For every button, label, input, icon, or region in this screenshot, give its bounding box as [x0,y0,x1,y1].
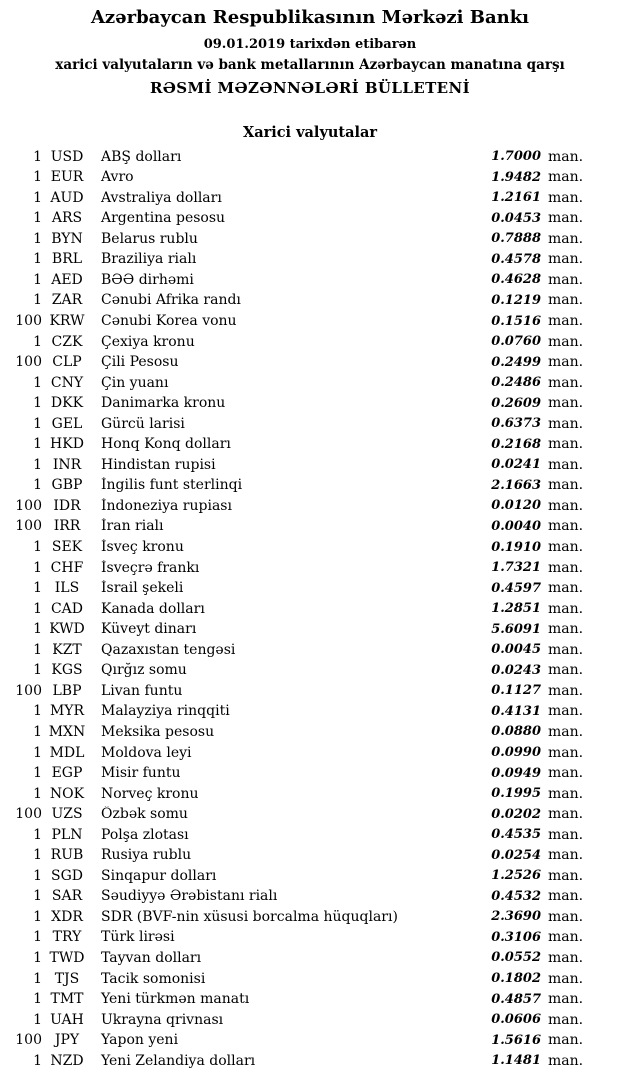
effective-date: 09.01.2019 tarixdən etibarən [203,36,417,52]
currency-rate: 0.4532 [491,888,541,904]
currency-code: CAD [50,600,84,617]
currency-row [0,866,620,887]
currency-name: Polşa zlotası [101,826,189,843]
currency-quantity: 1 [33,785,42,802]
currency-name: Braziliya rialı [101,251,197,268]
currency-code: USD [50,148,84,165]
currency-name: SDR (BVF-nin xüsusi borcalma hüquqları) [101,908,398,925]
currency-name: Avro [101,169,134,186]
currency-quantity: 100 [15,806,42,823]
unit-label: man. [548,354,584,371]
currency-row [0,989,620,1010]
currency-code: RUB [50,847,84,864]
currency-name: Çili Pesosu [101,354,179,371]
unit-label: man. [548,415,584,432]
unit-label: man. [548,148,584,165]
currency-code: TRY [52,929,82,946]
currency-rate: 1.2526 [491,868,541,884]
unit-label: man. [548,991,584,1008]
currency-row [0,393,620,414]
currency-row [0,434,620,455]
unit-label: man. [548,621,584,638]
currency-code: UAH [50,1011,84,1028]
currency-name: Hindistan rupisi [101,456,216,473]
currency-table [0,146,620,1071]
currency-rate: 0.0949 [491,765,541,781]
currency-code: LBP [52,682,82,699]
currency-quantity: 1 [33,908,42,925]
currency-name: Misir funtu [101,765,181,782]
currency-quantity: 1 [33,251,42,268]
currency-row [0,1030,620,1051]
unit-label: man. [548,806,584,823]
currency-code: DKK [50,395,84,412]
unit-label: man. [548,785,584,802]
currency-row [0,208,620,229]
currency-quantity: 1 [33,374,42,391]
currency-code: BRL [51,251,83,268]
currency-quantity: 1 [33,662,42,679]
currency-rate: 1.1481 [491,1053,541,1069]
currency-row [0,516,620,537]
currency-code: SAR [51,888,83,905]
currency-code: JPY [54,1032,80,1049]
currency-code: IDR [53,497,81,514]
unit-label: man. [548,333,584,350]
currency-rate: 5.6091 [491,621,541,637]
currency-name: Yapon yeni [101,1032,179,1049]
currency-code: TMT [50,991,84,1008]
currency-name: Rusiya rublu [101,847,192,864]
currency-name: Çexiya kronu [101,333,195,350]
currency-row [0,907,620,928]
currency-row [0,660,620,681]
currency-name: Tacik somonisi [101,970,206,987]
currency-quantity: 1 [33,765,42,782]
currency-row [0,1050,620,1071]
currency-row [0,598,620,619]
unit-label: man. [548,682,584,699]
currency-rate: 0.0606 [491,1012,541,1028]
currency-rate: 0.4131 [491,703,541,719]
currency-row [0,372,620,393]
unit-label: man. [548,641,584,658]
currency-name: Moldova leyi [101,744,192,761]
currency-row [0,311,620,332]
currency-name: Gürcü larisi [101,415,185,432]
currency-code: ARS [51,210,83,227]
unit-label: man. [548,867,584,884]
currency-quantity: 1 [33,230,42,247]
currency-code: XDR [51,908,83,925]
unit-label: man. [548,929,584,946]
currency-name: Yeni Zelandiya dolları [101,1052,256,1069]
currency-quantity: 1 [33,1052,42,1069]
currency-quantity: 1 [33,292,42,309]
currency-quantity: 100 [15,682,42,699]
currency-quantity: 1 [33,621,42,638]
currency-quantity: 1 [33,333,42,350]
currency-quantity: 1 [33,641,42,658]
currency-name: Cənubi Korea vonu [101,313,237,330]
currency-name: Cənubi Afrika randı [101,292,241,309]
currency-rate: 0.0990 [491,745,541,760]
currency-code: HKD [50,436,84,453]
unit-label: man. [548,518,584,535]
unit-label: man. [548,539,584,556]
unit-label: man. [548,826,584,843]
currency-quantity: 1 [33,991,42,1008]
currency-code: TJS [54,970,80,987]
currency-row [0,413,620,434]
currency-rate: 0.1516 [491,313,541,329]
unit-label: man. [548,908,584,925]
currency-rate: 2.3690 [491,909,541,925]
unit-label: man. [548,230,584,247]
unit-label: man. [548,765,584,782]
currency-quantity: 1 [33,436,42,453]
unit-label: man. [548,970,584,987]
currency-code: AUD [50,189,84,206]
unit-label: man. [548,271,584,288]
unit-label: man. [548,847,584,864]
currency-rate: 1.5616 [491,1032,541,1048]
currency-rate: 0.1910 [491,539,541,555]
currency-code: CNY [50,374,84,391]
currency-rate: 1.9482 [491,169,541,185]
unit-label: man. [548,436,584,453]
currency-row [0,619,620,640]
currency-quantity: 1 [33,929,42,946]
currency-quantity: 1 [33,600,42,617]
currency-code: MYR [49,703,85,720]
currency-rate: 0.0241 [491,457,541,473]
currency-name: Küveyt dinarı [101,621,197,638]
currency-row [0,640,620,661]
currency-row [0,948,620,969]
currency-rate: 0.0552 [491,950,541,966]
unit-label: man. [548,292,584,309]
unit-label: man. [548,744,584,761]
currency-code: KRW [49,313,85,330]
currency-name: İsveçrə frankı [101,559,200,576]
unit-label: man. [548,251,584,268]
currency-code: TWD [49,949,85,966]
currency-quantity: 100 [15,518,42,535]
currency-row [0,496,620,517]
currency-quantity: 1 [33,559,42,576]
unit-label: man. [548,703,584,720]
currency-rate: 0.1219 [491,292,541,308]
currency-code: EUR [50,169,84,186]
unit-label: man. [548,313,584,330]
currency-name: İsveç kronu [101,539,184,556]
currency-quantity: 1 [33,169,42,186]
currency-name: Meksika pesosu [101,723,215,740]
currency-row [0,537,620,558]
currency-row [0,701,620,722]
currency-rate: 0.0254 [491,847,541,863]
unit-label: man. [548,1052,584,1069]
currency-row [0,927,620,948]
currency-quantity: 1 [33,970,42,987]
currency-row [0,845,620,866]
currency-row [0,968,620,989]
currency-code: CZK [51,333,83,350]
currency-rate: 0.3106 [491,929,541,945]
currency-code: NOK [49,785,85,802]
currency-quantity: 1 [33,189,42,206]
currency-row [0,557,620,578]
currency-row [0,270,620,291]
currency-rate: 1.7000 [491,149,541,165]
currency-code: CLP [52,354,82,371]
currency-rate: 0.0760 [491,334,541,350]
unit-label: man. [548,477,584,494]
currency-rate: 0.4535 [491,827,541,843]
currency-row [0,722,620,743]
currency-row [0,783,620,804]
currency-code: KZT [52,641,82,658]
unit-label: man. [548,1011,584,1028]
currency-code: MXN [48,723,86,740]
currency-quantity: 1 [33,539,42,556]
currency-rate: 0.0453 [491,210,541,226]
currency-row [0,578,620,599]
currency-code: UZS [51,806,83,823]
section-title-foreign-currencies: Xarici valyutalar [242,124,378,142]
currency-name: Kanada dolları [101,600,205,617]
currency-code: IRR [53,518,81,535]
currency-rate: 0.7888 [491,231,541,247]
unit-label: man. [548,456,584,473]
currency-code: KGS [51,662,83,679]
currency-rate: 0.1995 [491,786,541,802]
currency-rate: 0.4857 [491,991,541,1007]
currency-rate: 0.0045 [491,642,541,658]
currency-rate: 1.2161 [491,190,541,206]
currency-name: Sinqapur dolları [101,867,217,884]
currency-row [0,146,620,167]
currency-code: GBP [51,477,83,494]
currency-name: İran rialı [101,518,164,535]
currency-quantity: 1 [33,949,42,966]
currency-name: Tayvan dolları [101,949,202,966]
currency-name: ABŞ dolları [101,148,182,165]
currency-row [0,804,620,825]
currency-name: Özbək somu [101,806,188,823]
currency-rate: 0.1802 [491,971,541,987]
currency-quantity: 1 [33,415,42,432]
currency-code: AED [51,271,83,288]
unit-label: man. [548,374,584,391]
currency-code: CHF [50,559,84,576]
currency-row [0,681,620,702]
currency-name: Qazaxıstan tengəsi [101,641,236,658]
currency-name: Qırğız somu [101,662,187,679]
bank-name: Azərbaycan Respublikasının Mərkəzi Bankı [90,7,530,28]
currency-rate: 0.2609 [491,395,541,411]
currency-quantity: 1 [33,1011,42,1028]
currency-row [0,167,620,188]
unit-label: man. [548,600,584,617]
currency-rate: 0.1127 [491,683,541,699]
currency-rate: 0.4597 [491,580,541,596]
unit-label: man. [548,395,584,412]
currency-name: Norveç kronu [101,785,199,802]
currency-rate: 0.2486 [491,375,541,391]
unit-label: man. [548,169,584,186]
currency-row [0,331,620,352]
currency-quantity: 100 [15,497,42,514]
currency-name: Belarus rublu [101,230,198,247]
currency-row [0,886,620,907]
currency-code: SEK [51,539,83,556]
currency-rate: 0.6373 [491,416,541,432]
currency-quantity: 1 [33,847,42,864]
currency-quantity: 1 [33,271,42,288]
currency-name: Səudiyyə Ərəbistanı rialı [101,888,278,905]
currency-row [0,187,620,208]
currency-rate: 0.4578 [491,251,541,267]
currency-row [0,763,620,784]
currency-rate: 1.2851 [491,601,541,617]
currency-name: Danimarka kronu [101,395,226,412]
currency-rate: 0.2168 [491,436,541,452]
unit-label: man. [548,662,584,679]
currency-name: İngilis funt sterlinqi [101,477,243,494]
unit-label: man. [548,888,584,905]
currency-name: Yeni türkmən manatı [101,991,250,1008]
currency-code: ZAR [51,292,83,309]
currency-quantity: 1 [33,867,42,884]
currency-row [0,229,620,250]
currency-code: INR [52,456,82,473]
currency-quantity: 1 [33,703,42,720]
currency-name: Çin yuanı [101,374,169,391]
currency-rate: 2.1663 [491,477,541,493]
unit-label: man. [548,189,584,206]
currency-rate: 1.7321 [491,560,541,576]
currency-code: GEL [51,415,83,432]
currency-name: Ukrayna qrivnası [101,1011,224,1028]
currency-code: PLN [51,826,83,843]
currency-name: Livan funtu [101,682,183,699]
currency-name: Argentina pesosu [101,210,226,227]
subject-line: xarici valyutaların və bank metallarının Azərbaycan manatına qarşı [55,56,565,73]
currency-rate: 0.0202 [491,806,541,822]
currency-quantity: 100 [15,1032,42,1049]
unit-label: man. [548,559,584,576]
currency-quantity: 1 [33,723,42,740]
currency-quantity: 1 [33,395,42,412]
currency-row [0,1009,620,1030]
currency-quantity: 1 [33,148,42,165]
currency-rate: 0.0040 [491,518,541,534]
currency-name: BƏƏ dirhəmi [101,271,194,288]
unit-label: man. [548,497,584,514]
unit-label: man. [548,210,584,227]
currency-name: Malayziya rinqqiti [101,703,230,720]
unit-label: man. [548,723,584,740]
bulletin-title: RƏSMİ MƏZƏNNƏLƏRİ BÜLLETENİ [149,78,471,97]
currency-quantity: 1 [33,888,42,905]
currency-name: İndoneziya rupiası [101,497,232,514]
currency-code: SGD [51,867,83,884]
currency-quantity: 1 [33,580,42,597]
currency-rate: 0.4628 [491,272,541,288]
currency-code: KWD [49,621,85,638]
currency-quantity: 1 [33,477,42,494]
currency-name: Honq Konq dolları [101,436,231,453]
currency-code: BYN [51,230,83,247]
currency-name: Avstraliya dolları [101,189,222,206]
currency-row [0,475,620,496]
currency-name: İsrail şekeli [101,580,184,597]
currency-rate: 0.2499 [491,354,541,370]
currency-quantity: 1 [33,744,42,761]
currency-quantity: 100 [15,354,42,371]
unit-label: man. [548,1032,584,1049]
currency-quantity: 1 [33,210,42,227]
currency-quantity: 100 [15,313,42,330]
currency-rate: 0.0243 [491,662,541,678]
currency-quantity: 1 [33,826,42,843]
currency-row [0,249,620,270]
currency-row [0,455,620,476]
currency-name: Türk lirəsi [101,929,175,946]
currency-row [0,352,620,373]
currency-row [0,742,620,763]
currency-code: EGP [51,765,83,782]
currency-code: MDL [49,744,85,761]
currency-code: ILS [54,580,80,597]
currency-row [0,824,620,845]
currency-quantity: 1 [33,456,42,473]
currency-row [0,290,620,311]
currency-code: NZD [50,1052,84,1069]
currency-rate: 0.0120 [491,498,541,514]
unit-label: man. [548,949,584,966]
unit-label: man. [548,580,584,597]
currency-rate: 0.0880 [491,724,541,740]
